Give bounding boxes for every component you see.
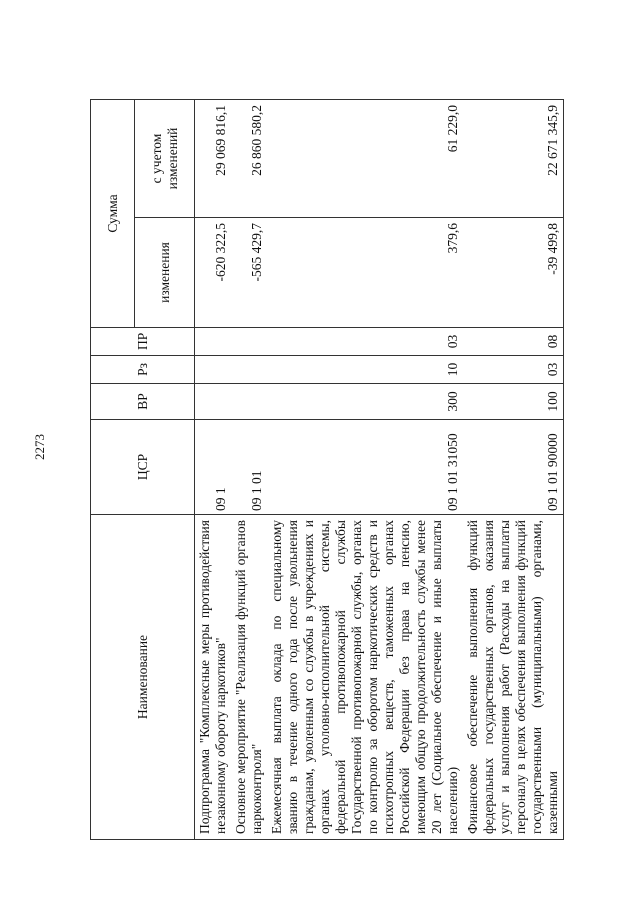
row-rz (231, 356, 267, 384)
table-header (91, 99, 195, 839)
budget-table (90, 99, 564, 840)
header-pr: ПР (91, 328, 195, 356)
row-name: Финансовое обеспечение выполнения функций федеральных государственных органов, оказания услуг и выполнения работ (Расходы на выплаты персоналу в целях обеспечения выполнения функций государственными (муниципальными) органами, казенными (463, 515, 564, 840)
row-csr: 09 1 01 (231, 420, 267, 515)
row-change: 379,6 (267, 218, 463, 328)
row-change: -565 429,7 (231, 218, 267, 328)
row-csr: 09 1 (195, 420, 232, 515)
row-rz: 03 (463, 356, 564, 384)
row-rz: 10 (267, 356, 463, 384)
row-vr (195, 384, 232, 420)
row-csr: 09 1 01 31050 (267, 420, 463, 515)
header-change: изменения (135, 218, 195, 328)
row-name: Ежемесячная выплата оклада по специальному званию в течение одного года после увольнения гражданам, уволенным со службы в учреждениях и органах уголовно-исполнительной системы, федеральной противопожарной службы Государственной противопожарной службы, органах по контролю за оборотом наркотических средств и психотропных веществ, таможенных органах Российской Федерации без права на пенсию, имеющим общую продолжительность службы менее 20 лет (Социальное обеспечение и иные выплаты населению) (267, 515, 463, 840)
row-name: Основное мероприятие "Реализация функций органов наркоконтроля" (231, 515, 267, 840)
row-total: 61 229,0 (267, 99, 463, 217)
row-change: -620 322,5 (195, 218, 232, 328)
header-rz: Рз (91, 356, 195, 384)
row-pr: 08 (463, 328, 564, 356)
row-vr (231, 384, 267, 420)
table-row (463, 99, 564, 839)
header-name: Наименование (91, 515, 195, 840)
header-vr: ВР (91, 384, 195, 420)
rotated-page-content (90, 100, 630, 840)
row-total: 22 671 345,9 (463, 99, 564, 217)
header-sum: Сумма (91, 99, 135, 327)
page-number: 2273 (32, 434, 47, 460)
row-total: 29 069 816,1 (195, 99, 232, 217)
row-vr: 100 (463, 384, 564, 420)
row-pr: 03 (267, 328, 463, 356)
table-row (231, 99, 267, 839)
row-change: -39 499,8 (463, 218, 564, 328)
header-with-changes: с учетом изменений (135, 99, 195, 217)
row-vr: 300 (267, 384, 463, 420)
row-csr: 09 1 01 90000 (463, 420, 564, 515)
header-csr: ЦСР (91, 420, 195, 515)
table-row (267, 99, 463, 839)
table-row (195, 99, 232, 839)
row-pr (231, 328, 267, 356)
row-name: Подпрограмма "Комплексные меры противодействия незаконному обороту наркотиков" (195, 515, 232, 840)
row-rz (195, 356, 232, 384)
row-total: 26 860 580,2 (231, 99, 267, 217)
row-pr (195, 328, 232, 356)
